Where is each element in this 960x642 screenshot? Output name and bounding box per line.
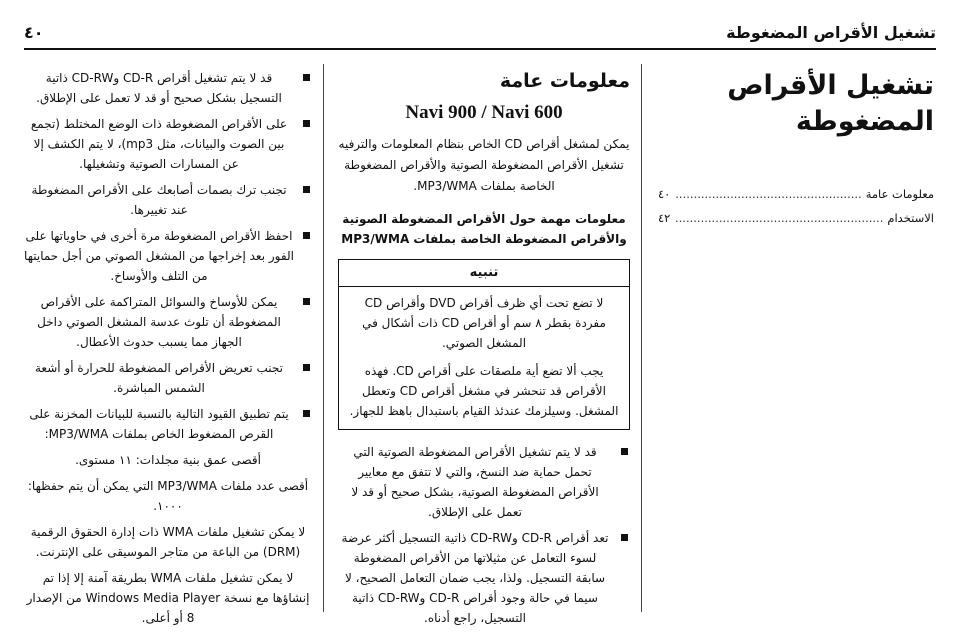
header-title: تشغيل الأقراص المضغوطة <box>726 23 936 42</box>
page-header <box>24 12 936 42</box>
list-item: يمكن للأوساخ والسوائل المتراكمة على الأقراص المضغوطة أن تلوث عدسة المشغل الصوتي داخل الجهاز مما يسبب حدوث الأعطال. <box>24 292 312 352</box>
list-item: تجنب تعريض الأقراص المضغوطة للحرارة أو أشعة الشمس المباشرة. <box>24 358 312 398</box>
cd-handling-column <box>24 68 312 634</box>
caution-paragraph: يجب ألا تضع أية ملصقات على أقراص CD. فهذه الأقراص قد تنحشر في مشغل أقراص CD وتعطل المشغل. وسيلزمك عندئذ القيام باستبدال باهظ للجهاز. <box>349 364 619 418</box>
column-divider-left <box>323 64 324 612</box>
toc-leader-dots <box>674 206 883 230</box>
list-item: تعد أقراص CD-R وCD-RW ذاتية التسجيل أكثر عرضة لسوء التعامل عن مثيلاتها من الأقراص المضغوطة سابقة التسجيل. ولذا، يجب ضمان التعامل الصحيح، لا سيما في حالة وجود أقراص CD-R وCD-RW ذاتية التسجيل، راجع أدناه. <box>338 528 630 628</box>
intro-paragraph: يمكن لمشغل أقراص CD الخاص بنظام المعلومات والترفيه تشغيل الأقراص المضغوطة الصوتية والأقراص المضغوطة الخاصة بملفات MP3/WMA. <box>338 137 630 193</box>
caution-heading: تنبيه <box>339 260 629 287</box>
header-rule <box>24 48 936 50</box>
toc-item-label: الاستخدام <box>887 211 934 225</box>
list-item: احفظ الأقراص المضغوطة مرة أخرى في حاوياتها على الفور بعد إخراجها من المشغل الصوتي من أجل حمايتها من التلف والأوساخ. <box>24 226 312 286</box>
chapter-title: تشغيل الأقراص المضغوطة <box>727 70 934 137</box>
list-item: قد لا يتم تشغيل أقراص CD-R وCD-RW ذاتية التسجيل بشكل صحيح أو قد لا تعمل على الإطلاق. <box>24 68 312 108</box>
section-title: معلومات عامة <box>499 70 630 92</box>
toc-item-page: ٤٠ <box>658 187 671 201</box>
model-name: Navi 900 / Navi 600 <box>405 102 563 123</box>
caution-box <box>338 259 630 430</box>
restriction-text: لا يمكن تشغيل ملفات WMA بطريقة آمنة إلا إذا تم إنشاؤها مع نسخة Windows Media Player من الإصدار 8 أو أعلى. <box>26 571 310 625</box>
table-of-contents <box>658 182 934 230</box>
toc-item-label: معلومات عامة <box>865 187 934 201</box>
toc-column <box>658 68 934 230</box>
toc-item[interactable] <box>658 206 934 230</box>
toc-leader-dots <box>674 182 861 206</box>
page-number: ٤٠ <box>24 23 44 42</box>
bullet-list <box>338 442 630 628</box>
caution-body <box>339 287 629 429</box>
list-item: على الأقراص المضغوطة ذات الوضع المختلط (تجمع بين الصوت والبيانات، مثل mp3)، لا يتم الكشف إلا عن المسارات الصوتية وتشغيلها. <box>24 114 312 174</box>
column-divider-right <box>641 64 642 612</box>
general-info-column <box>338 68 630 634</box>
caution-paragraph: لا تضع تحت أي ظرف أقراص DVD وأقراص CD مفردة بقطر ٨ سم أو أقراص CD ذات أشكال في المشغل الصوتي. <box>362 296 606 350</box>
list-item: يتم تطبيق القيود التالية بالنسبة للبيانات المخزنة على القرص المضغوط الخاص بملفات MP3/WMA: <box>24 404 312 444</box>
subheading: معلومات مهمة حول الأقراص المضغوطة الصوتية والأقراص المضغوطة الخاصة بملفات MP3/WMA <box>341 212 627 246</box>
toc-item[interactable] <box>658 182 934 206</box>
restriction-text: لا يمكن تشغيل ملفات WMA ذات إدارة الحقوق الرقمية (DRM) من الباعة من متاجر الموسيقى على الإنترنت. <box>30 525 306 559</box>
restriction-text: أقصى عمق بنية مجلدات: ١١ مستوى. <box>75 453 261 467</box>
toc-item-page: ٤٢ <box>658 211 671 225</box>
list-item: قد لا يتم تشغيل الأقراص المضغوطة الصوتية التي تحمل حماية ضد النسخ، والتي لا تتفق مع معايير الأقراص المضغوطة الصوتية، بشكل صحيح أو قد لا تعمل على الإطلاق. <box>338 442 630 522</box>
restriction-text: أقصى عدد ملفات MP3/WMA التي يمكن أن يتم حفظها: ١٠٠٠. <box>27 479 309 513</box>
bullet-list <box>24 68 312 444</box>
list-item: تجنب ترك بصمات أصابعك على الأقراص المضغوطة عند تغييرها. <box>24 180 312 220</box>
